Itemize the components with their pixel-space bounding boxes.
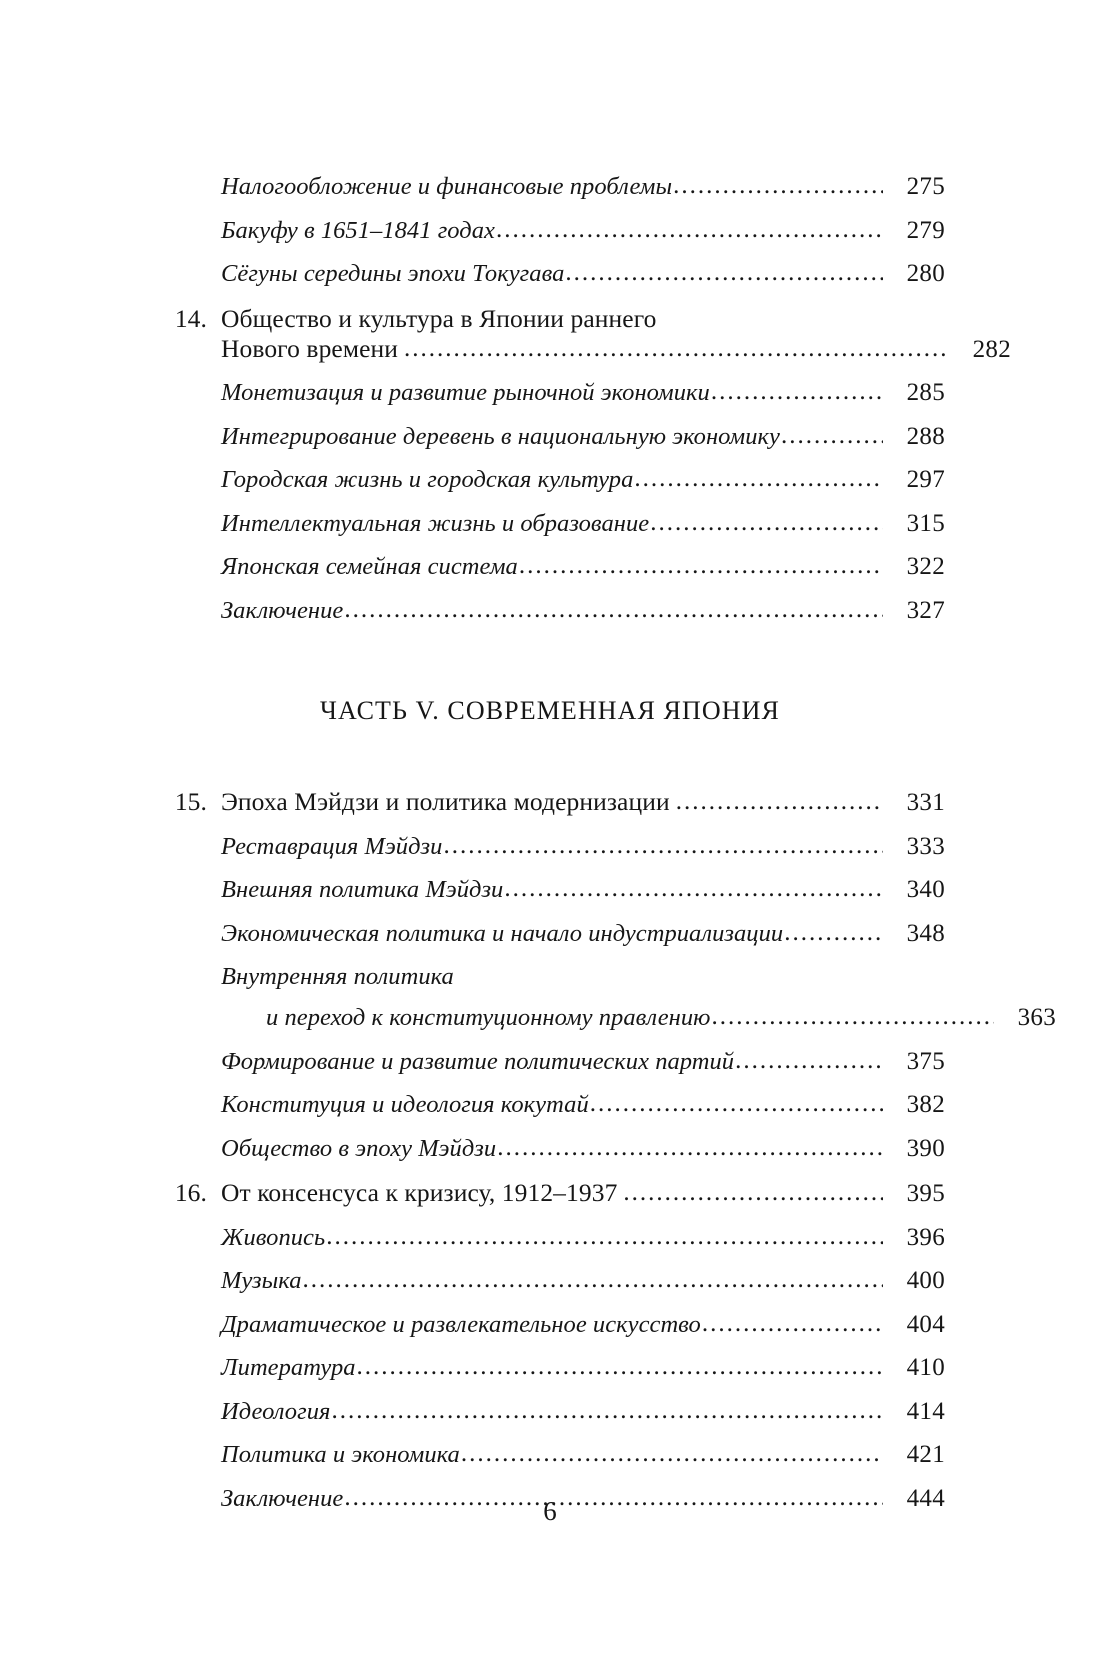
entry-title: Внешняя политика Мэйдзи (221, 876, 504, 903)
entry-page-number: 414 (906, 1397, 945, 1425)
toc-entry-section[interactable] (155, 551, 945, 584)
entry-title: Идеология (221, 1397, 331, 1425)
entry-title: Политика и экономика (221, 1441, 460, 1468)
toc-entry-section[interactable] (155, 918, 945, 951)
toc-entry-chapter-16[interactable] (155, 1176, 945, 1211)
dot-leader (711, 379, 883, 404)
dot-leader (344, 597, 883, 622)
toc-entry-section[interactable] (155, 1046, 945, 1079)
toc-entry-section[interactable] (155, 1222, 945, 1255)
dot-leader (519, 553, 883, 578)
entry-page-number: 297 (906, 466, 945, 493)
dot-leader (781, 423, 883, 448)
dot-leader (565, 260, 883, 285)
toc-entry-chapter-14[interactable] (155, 302, 1011, 367)
entry-page-number: 348 (906, 919, 945, 947)
dot-leader (303, 1267, 883, 1292)
dot-leader (443, 833, 883, 858)
toc-entry-section[interactable] (155, 874, 945, 907)
entry-title: Монетизация и развитие рыночной экономики (221, 379, 710, 406)
toc-entry-section[interactable] (155, 508, 945, 541)
chapter-title: Эпоха Мэйдзи и политика модернизации (221, 787, 670, 816)
dot-leader (634, 466, 883, 491)
entry-title-line-2: и переход к конституционному правлению (266, 1004, 711, 1031)
dot-leader (676, 789, 883, 814)
entry-page-number: 340 (906, 876, 945, 903)
entry-page-number: 421 (906, 1441, 945, 1468)
dot-leader (735, 1048, 883, 1073)
toc-entry-section[interactable] (155, 1133, 945, 1166)
chapter-title-line-2: Нового времени (221, 333, 398, 363)
toc-entry-section[interactable] (155, 464, 945, 497)
dot-leader (702, 1311, 883, 1336)
entry-page-number: 315 (906, 509, 945, 537)
entry-title: Экономическая политика и начало индустриализации (221, 919, 784, 947)
toc-entry-section[interactable] (155, 831, 945, 864)
toc-entry-section[interactable] (155, 1352, 945, 1385)
entry-title: Бакуфу в 1651–1841 годах (221, 216, 495, 244)
entry-page-number: 400 (906, 1267, 945, 1294)
entry-page-number: 285 (906, 379, 945, 406)
page-folio: 6 (543, 1496, 557, 1526)
chapter-number: 16. (174, 1178, 207, 1207)
dot-leader (504, 876, 883, 901)
toc-entry-section-wrapped[interactable] (155, 961, 1056, 1035)
toc-entry-section[interactable] (155, 1089, 945, 1122)
entry-title: Заключение (221, 1484, 344, 1512)
entry-title: Живопись (221, 1223, 326, 1251)
entry-title: Интегрирование деревень в национальную экономику (221, 422, 780, 450)
spacer (155, 638, 945, 696)
dot-leader (784, 920, 883, 945)
toc-entry-chapter-15[interactable] (155, 785, 945, 820)
dot-leader (496, 217, 883, 242)
entry-page-number: 382 (906, 1091, 945, 1118)
toc-entry-section[interactable] (155, 1396, 945, 1429)
entry-title: Заключение (221, 596, 344, 624)
toc-entry-section[interactable] (155, 595, 945, 628)
dot-leader (326, 1224, 883, 1249)
entry-title: Японская семейная система (221, 553, 518, 580)
chapter-number: 15. (174, 787, 207, 816)
toc-entry-section[interactable] (155, 421, 945, 454)
dot-leader (711, 1004, 994, 1029)
entry-page-number: 396 (906, 1223, 945, 1251)
dot-leader (590, 1091, 883, 1116)
dot-leader (497, 1135, 883, 1160)
entry-page-number: 322 (906, 553, 945, 580)
entry-page-number: 404 (906, 1310, 945, 1338)
toc-entry-section[interactable] (155, 1265, 945, 1298)
chapter-number: 14. (174, 303, 207, 333)
entry-page-number: 327 (906, 596, 945, 624)
entry-page-number: 282 (972, 335, 1011, 363)
entry-page-number: 280 (906, 260, 945, 287)
entry-page-number: 288 (906, 422, 945, 450)
dot-leader (673, 173, 883, 198)
spacer (155, 726, 945, 778)
entry-page-number: 275 (906, 173, 945, 200)
entry-title: Реставрация Мэйдзи (221, 832, 443, 860)
entry-page-number: 333 (906, 832, 945, 860)
entry-page-number: 375 (906, 1047, 945, 1075)
entry-title-line-1: Внутренняя политика (221, 963, 454, 990)
entry-page-number: 363 (1017, 1004, 1056, 1031)
dot-leader (461, 1441, 883, 1466)
entry-title: Литература (221, 1354, 356, 1381)
dot-leader (623, 1180, 883, 1205)
toc-entry-section[interactable] (155, 1439, 945, 1472)
dot-leader (650, 510, 883, 535)
toc-entry-section[interactable] (155, 377, 945, 410)
toc-entry-section[interactable] (155, 215, 945, 248)
toc-list (155, 171, 1056, 1515)
chapter-title: От консенсуса к кризису, 1912–1937 (221, 1178, 618, 1207)
entry-title: Формирование и развитие политических партий (221, 1047, 735, 1075)
entry-page-number: 390 (906, 1134, 945, 1162)
entry-title: Городская жизнь и городская культура (221, 466, 634, 493)
entry-title: Музыка (221, 1267, 302, 1294)
entry-title: Интеллектуальная жизнь и образование (221, 509, 650, 537)
part-heading: ЧАСТЬ V. СОВРЕМЕННАЯ ЯПОНИЯ (320, 696, 780, 725)
dot-leader (357, 1354, 883, 1379)
entry-page-number: 395 (906, 1180, 945, 1207)
entry-page-number: 279 (906, 216, 945, 244)
toc-entry-section[interactable] (155, 1309, 945, 1342)
entry-page-number: 444 (906, 1484, 945, 1512)
entry-title: Налогообложение и финансовые проблемы (221, 173, 673, 200)
entry-title: Сёгуны середины эпохи Токугава (221, 260, 565, 287)
entry-page-number: 331 (906, 789, 945, 816)
toc-entry-section[interactable] (155, 171, 945, 204)
entry-page-number: 410 (906, 1354, 945, 1381)
entry-title: Драматическое и развлекательное искусство (221, 1310, 701, 1338)
dot-leader (404, 336, 949, 361)
toc-entry-section[interactable] (155, 258, 945, 291)
entry-title: Конституция и идеология кокутай (221, 1091, 589, 1118)
dot-leader (331, 1398, 883, 1423)
entry-title: Общество в эпоху Мэйдзи (221, 1134, 497, 1162)
chapter-title-line-1: Общество и культура в Японии раннего (221, 303, 657, 333)
